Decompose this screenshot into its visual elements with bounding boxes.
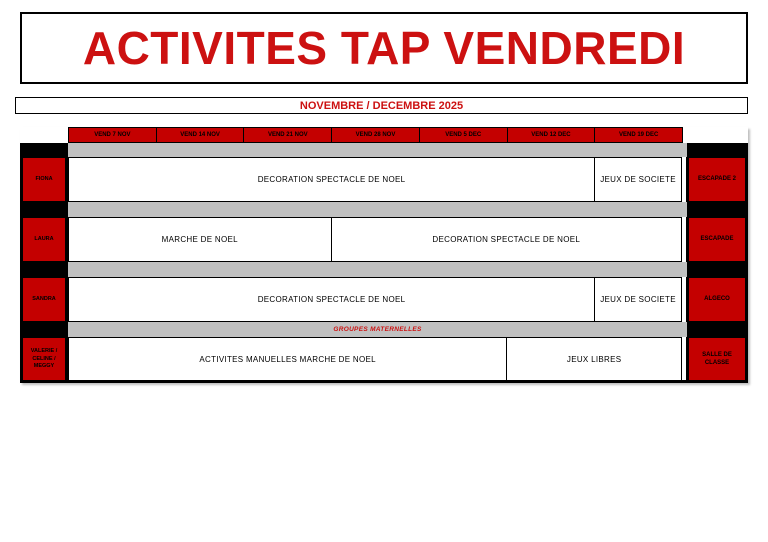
- spacer-band: [68, 143, 687, 157]
- activity-label: DECORATION SPECTACLE DE NOEL: [432, 235, 581, 244]
- date-label: VEND 21 NOV: [267, 132, 308, 138]
- activity-cell: [506, 337, 682, 382]
- date-label: VEND 12 DEC: [531, 132, 571, 138]
- separator-band: [68, 322, 687, 337]
- date-header-cell: [243, 127, 332, 143]
- activity-label: JEUX DE SOCIETE: [600, 295, 676, 304]
- separator-label: GROUPES MATERNELLES: [333, 326, 422, 333]
- location-label: ALGECO: [688, 277, 746, 322]
- location-label: ESCAPADE 2: [688, 157, 746, 202]
- date-label: VEND 28 NOV: [355, 132, 396, 138]
- activity-cell: [68, 217, 332, 262]
- activity-cell: [594, 157, 682, 202]
- activity-cell: [68, 337, 507, 382]
- spacer-band: [68, 262, 687, 277]
- animator-label: LAURA: [22, 217, 66, 262]
- page-title: ACTIVITES TAP VENDREDI: [82, 22, 686, 74]
- activity-label: DECORATION SPECTACLE DE NOEL: [257, 175, 406, 184]
- date-label: VEND 5 DEC: [445, 132, 482, 138]
- date-label: VEND 14 NOV: [180, 132, 220, 138]
- activity-label: ACTIVITES MANUELLES MARCHE DE NOEL: [199, 355, 376, 364]
- date-label: VEND 19 DEC: [618, 132, 659, 138]
- activity-row: [68, 337, 683, 382]
- location-label: SALLE DE CLASSE: [688, 337, 746, 382]
- title-box: [20, 12, 748, 84]
- schedule-table: [20, 127, 748, 383]
- activity-cell: [68, 157, 595, 202]
- location-label: ESCAPADE: [688, 217, 746, 262]
- table-bottom-border: [20, 380, 748, 383]
- date-header-row: [68, 127, 683, 143]
- activity-label: JEUX DE SOCIETE: [600, 175, 676, 184]
- subtitle-box: [15, 97, 748, 114]
- activity-cell: [331, 217, 682, 262]
- activity-cell: [68, 277, 595, 322]
- activity-cell: [594, 277, 682, 322]
- activity-label: MARCHE DE NOEL: [161, 235, 238, 244]
- activity-label: JEUX LIBRES: [566, 355, 622, 364]
- date-label: VEND 7 NOV: [94, 132, 131, 138]
- activity-row: [68, 157, 683, 202]
- date-header-cell: [594, 127, 683, 143]
- animator-label: FIONA: [22, 157, 66, 202]
- page-subtitle: NOVEMBRE / DECEMBRE 2025: [299, 99, 464, 112]
- date-header-cell: [156, 127, 245, 143]
- activity-row: [68, 277, 683, 322]
- date-header-cell: [68, 127, 157, 143]
- date-header-cell: [331, 127, 420, 143]
- animator-label: VALERIE / CELINE / MEGGY: [22, 337, 66, 382]
- date-header-cell: [419, 127, 508, 143]
- spacer-band: [68, 202, 687, 217]
- activity-row: [68, 217, 683, 262]
- animator-label: SANDRA: [22, 277, 66, 322]
- activity-label: DECORATION SPECTACLE DE NOEL: [257, 295, 406, 304]
- date-header-cell: [507, 127, 596, 143]
